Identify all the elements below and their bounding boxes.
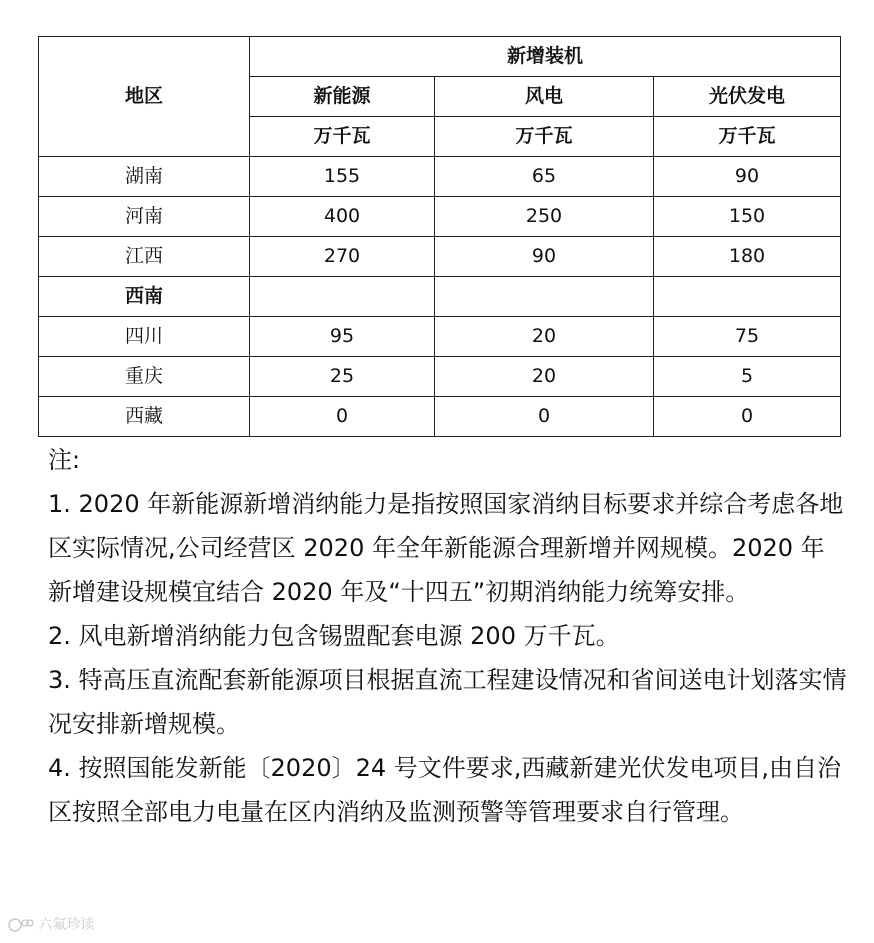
region-cell: 西藏 — [39, 397, 250, 437]
value-cell: 75 — [654, 317, 841, 357]
table-row — [39, 237, 841, 277]
watermark — [8, 915, 94, 935]
header-region: 地区 — [39, 37, 250, 157]
header-unit-wind: 万千瓦 — [435, 117, 654, 157]
table-header — [39, 37, 841, 157]
header-column-wind: 风电 — [435, 77, 654, 117]
header-group: 新增装机 — [250, 37, 841, 77]
header-column-solar: 光伏发电 — [654, 77, 841, 117]
installed-capacity-table — [38, 36, 841, 437]
value-cell: 5 — [654, 357, 841, 397]
region-cell: 河南 — [39, 197, 250, 237]
header-unit-new-energy: 万千瓦 — [250, 117, 435, 157]
notes-section — [48, 438, 848, 834]
header-column-new-energy: 新能源 — [250, 77, 435, 117]
value-cell: 180 — [654, 237, 841, 277]
value-cell: 270 — [250, 237, 435, 277]
empty-cell — [250, 277, 435, 317]
value-cell: 0 — [435, 397, 654, 437]
value-cell: 0 — [654, 397, 841, 437]
value-cell: 90 — [654, 157, 841, 197]
empty-cell — [654, 277, 841, 317]
value-cell: 65 — [435, 157, 654, 197]
value-cell: 400 — [250, 197, 435, 237]
table-body — [39, 157, 841, 437]
value-cell: 155 — [250, 157, 435, 197]
value-cell: 0 — [250, 397, 435, 437]
region-cell: 四川 — [39, 317, 250, 357]
value-cell: 95 — [250, 317, 435, 357]
table-row — [39, 357, 841, 397]
value-cell: 90 — [435, 237, 654, 277]
table-row — [39, 397, 841, 437]
region-cell: 湖南 — [39, 157, 250, 197]
region-cell: 江西 — [39, 237, 250, 277]
group-label-cell: 西南 — [39, 277, 250, 317]
value-cell: 20 — [435, 317, 654, 357]
note-item-1: 1. 2020 年新能源新增消纳能力是指按照国家消纳目标要求并综合考虑各地区实际情况,公司经营区 2020 年全年新能源合理新增并网规模。2020 年新增建设规模宜结合 2020 年及“十四五”初期消纳能力统筹安排。 — [48, 490, 844, 606]
watermark-logo-icon — [8, 917, 34, 933]
header-unit-solar: 万千瓦 — [654, 117, 841, 157]
table-row — [39, 197, 841, 237]
watermark-text: 六氟珍读 — [38, 917, 95, 933]
region-cell: 重庆 — [39, 357, 250, 397]
note-item-2: 2. 风电新增消纳能力包含锡盟配套电源 200 万千瓦。 — [48, 622, 620, 650]
value-cell: 25 — [250, 357, 435, 397]
value-cell: 150 — [654, 197, 841, 237]
table-row — [39, 157, 841, 197]
table-row — [39, 317, 841, 357]
note-item-4: 4. 按照国能发新能〔2020〕24 号文件要求,西藏新建光伏发电项目,由自治区按照全部电力电量在区内消纳及监测预警等管理要求自行管理。 — [48, 754, 842, 826]
empty-cell — [435, 277, 654, 317]
table-group-row — [39, 277, 841, 317]
note-item-3: 3. 特高压直流配套新能源项目根据直流工程建设情况和省间送电计划落实情况安排新增规模。 — [48, 666, 847, 738]
notes-title: 注: — [48, 446, 81, 474]
value-cell: 250 — [435, 197, 654, 237]
value-cell: 20 — [435, 357, 654, 397]
